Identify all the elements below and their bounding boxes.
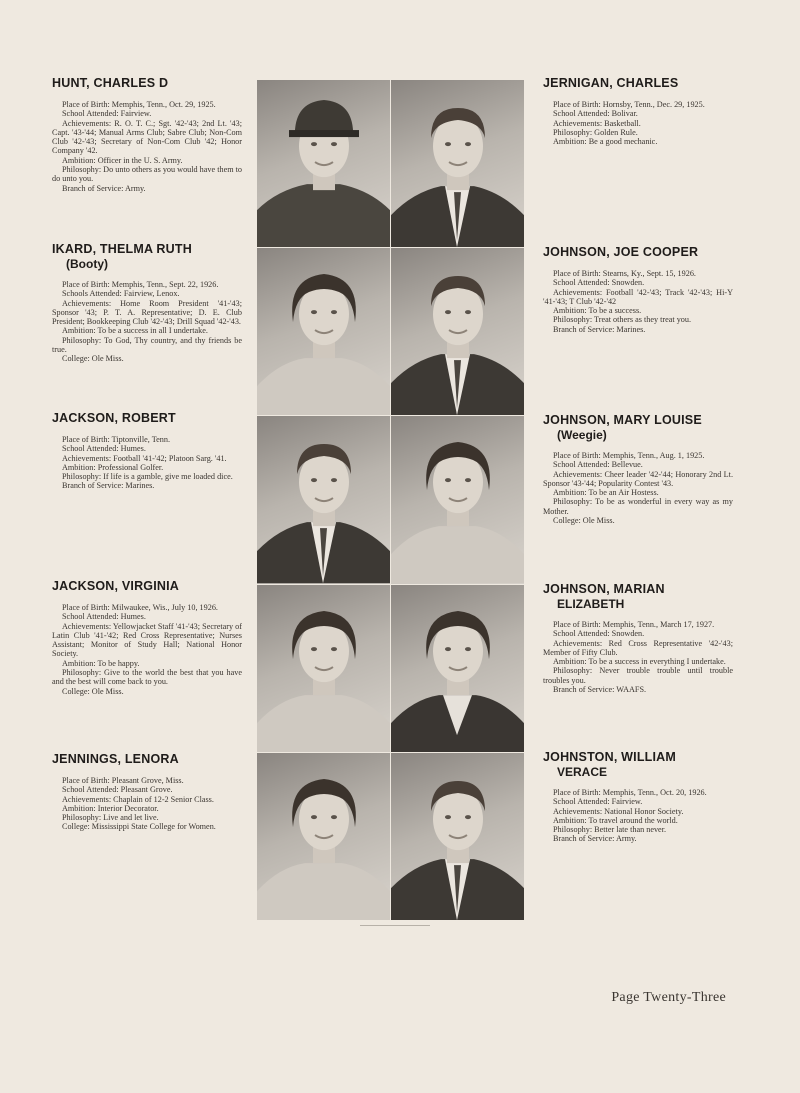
student-bio: [543, 100, 733, 146]
entry-ikard: [52, 242, 242, 364]
portrait-photo: [257, 753, 390, 920]
bio-line: Ambition: To travel around the world.: [553, 815, 678, 825]
portrait-photo: [391, 248, 524, 415]
bio-line: Branch of Service: Army.: [553, 834, 637, 844]
bio-line: School Attended: Pleasant Grove.: [62, 785, 173, 795]
bio-line: Place of Birth: Hornsby, Tenn., Dec. 29, 1925.: [553, 100, 705, 109]
bio-line: College: Ole Miss.: [62, 354, 124, 364]
entry-jennings: [52, 752, 242, 832]
student-bio: [543, 788, 733, 844]
bio-line: Ambition: Professional Golfer.: [62, 462, 164, 472]
student-bio: [543, 269, 733, 334]
student-nickname: (Booty): [66, 257, 108, 271]
bio-line: Philosophy: To God, Thy country, and thy friends be true.: [52, 335, 242, 355]
student-name-continued: ELIZABETH: [557, 597, 625, 611]
bio-line: Ambition: To be a success in everything I undertake.: [553, 657, 726, 667]
portrait-grid: [257, 80, 523, 916]
student-name: JACKSON, VIRGINIA: [52, 579, 180, 593]
bio-line: Place of Birth: Memphis, Tenn., Oct. 20, 1926.: [553, 788, 707, 797]
student-name: JOHNSTON, WILLIAM: [543, 750, 677, 764]
bio-line: Branch of Service: Army.: [62, 183, 146, 193]
student-name: JENNINGS, LENORA: [52, 752, 179, 766]
bio-line: Ambition: To be an Air Hostess.: [553, 488, 659, 498]
entry-johnson-mary: [543, 413, 733, 525]
bio-line: College: Mississippi State College for Women.: [62, 822, 216, 832]
bio-line: Achievements: Chaplain of 12-2 Senior Class.: [62, 794, 214, 804]
student-name-continued: VERACE: [557, 765, 608, 779]
student-bio: [52, 100, 242, 193]
entry-jackson-robert: [52, 411, 242, 491]
bio-line: Philosophy: Treat others as they treat you.: [553, 315, 692, 325]
portrait-photo: [257, 248, 390, 415]
bio-line: College: Ole Miss.: [62, 686, 124, 696]
bio-line: School Attended: Humes.: [62, 612, 146, 622]
student-bio: [543, 620, 733, 694]
student-name: IKARD, THELMA RUTH: [52, 242, 192, 256]
portrait-photo: [391, 753, 524, 920]
bio-line: Philosophy: Give to the world the best that you have and the best will come back to you.: [52, 668, 242, 687]
bio-line: Ambition: To be a success.: [553, 306, 642, 316]
page-number: Page Twenty-Three: [611, 990, 726, 1005]
bio-line: Achievements: National Honor Society.: [553, 806, 684, 816]
student-name: HUNT, CHARLES D: [52, 76, 169, 90]
bio-line: Place of Birth: Milwaukee, Wis., July 10, 1926.: [62, 603, 218, 612]
student-name: JOHNSON, MARIAN: [543, 582, 665, 596]
bio-line: College: Ole Miss.: [553, 516, 615, 526]
bio-line: School Attended: Snowden.: [553, 278, 645, 288]
bio-line: Ambition: To be happy.: [62, 658, 140, 668]
bio-line: Achievements: Basketball.: [553, 118, 641, 128]
bio-line: School Attended: Fairview.: [62, 109, 152, 119]
bio-line: Philosophy: Better late than never.: [553, 825, 667, 835]
portrait-photo: [257, 416, 390, 583]
entry-jackson-virginia: [52, 579, 242, 696]
divider-rule: [360, 925, 430, 926]
student-bio: [52, 776, 242, 832]
bio-line: School Attended: Snowden.: [553, 629, 645, 639]
bio-line: Philosophy: Never trouble trouble until trouble troubles you.: [543, 666, 733, 685]
bio-line: Achievements: Cheer leader '42-'44; Honorary 2nd Lt. Sponsor '43-'44; Popularity Contest '43.: [543, 469, 733, 488]
bio-line: Branch of Service: Marines.: [553, 324, 646, 334]
portrait-photo: [257, 80, 390, 247]
bio-line: Place of Birth: Tiptonville, Tenn.: [62, 435, 170, 444]
bio-line: Achievements: Yellowjacket Staff '41-'43; Secretary of Latin Club '41-'42; Red Cross Representative; Nurses Assistant; Monitor of Study Hall; National Honor Society.: [52, 621, 242, 659]
bio-line: Ambition: To be a success in all I undertake.: [62, 326, 208, 336]
bio-line: Schools Attended: Fairview, Lenox.: [62, 289, 180, 299]
bio-line: Philosophy: If life is a gamble, give me loaded dice.: [62, 472, 233, 482]
bio-line: School Attended: Bolivar.: [553, 109, 638, 119]
bio-line: Ambition: Officer in the U. S. Army.: [62, 155, 183, 165]
portrait-photo: [391, 585, 524, 752]
entry-hunt: [52, 76, 242, 193]
bio-line: Philosophy: To be as wonderful in every way as my Mother.: [543, 497, 733, 516]
bio-line: Branch of Service: Marines.: [62, 481, 155, 491]
student-name: JERNIGAN, CHARLES: [543, 76, 679, 90]
bio-line: Branch of Service: WAAFS.: [553, 685, 647, 695]
bio-line: School Attended: Fairview.: [553, 797, 643, 807]
student-name: JACKSON, ROBERT: [52, 411, 176, 425]
student-bio: [52, 435, 242, 491]
bio-line: Place of Birth: Memphis, Tenn., Sept. 22, 1926.: [62, 280, 219, 289]
portrait-photo: [257, 585, 390, 752]
student-nickname: (Weegie): [557, 428, 607, 442]
student-name: JOHNSON, MARY LOUISE: [543, 413, 702, 427]
entry-jernigan: [543, 76, 733, 146]
student-bio: [543, 451, 733, 525]
student-bio: [52, 280, 242, 364]
entry-johnston: [543, 750, 733, 844]
bio-line: Ambition: Be a good mechanic.: [553, 137, 658, 147]
bio-line: Place of Birth: Memphis, Tenn., March 17, 1927.: [553, 620, 715, 629]
bio-line: Philosophy: Live and let live.: [62, 813, 159, 823]
bio-line: School Attended: Bellevue.: [553, 460, 643, 470]
bio-line: Ambition: Interior Decorator.: [62, 803, 159, 813]
bio-line: Achievements: R. O. T. C.; Sgt. '42-'43; 2nd Lt. '43; Capt. '43-'44; Manual Arms Club; Sabre Club; Non-Com Club '42-'43; Secretary of Non-Com Club '42; Honor Company '42.: [52, 118, 242, 156]
bio-line: Place of Birth: Stearns, Ky., Sept. 15, 1926.: [553, 269, 696, 278]
portrait-photo: [391, 80, 524, 247]
bio-line: Achievements: Football '41-'42; Platoon Sarg. '41.: [62, 453, 227, 463]
bio-line: Achievements: Football '42-'43; Track '42-'43; Hi-Y '41-'43; T Club '42-'42: [543, 287, 733, 306]
student-bio: [52, 603, 242, 696]
bio-line: Philosophy: Do unto others as you would have them to do unto you.: [52, 165, 242, 184]
bio-line: Place of Birth: Memphis, Tenn., Aug. 1, 1925.: [553, 451, 705, 460]
bio-line: Philosophy: Golden Rule.: [553, 127, 638, 137]
student-name: JOHNSON, JOE COOPER: [543, 245, 699, 259]
bio-line: Achievements: Home Room President '41-'43; Sponsor '43; P. T. A. Representative; D. E. Club President; Bookkeeping Club '42-'43; Drill Squad '42-'43.: [52, 298, 242, 327]
entry-johnson-joe: [543, 245, 733, 334]
bio-line: School Attended: Humes.: [62, 444, 146, 454]
entry-johnson-marian: [543, 582, 733, 694]
portrait-photo: [391, 416, 524, 583]
bio-line: Place of Birth: Pleasant Grove, Miss.: [62, 776, 184, 785]
bio-line: Achievements: Red Cross Representative '42-'43; Member of Fifty Club.: [543, 638, 733, 657]
bio-line: Place of Birth: Memphis, Tenn., Oct. 29, 1925.: [62, 100, 216, 109]
